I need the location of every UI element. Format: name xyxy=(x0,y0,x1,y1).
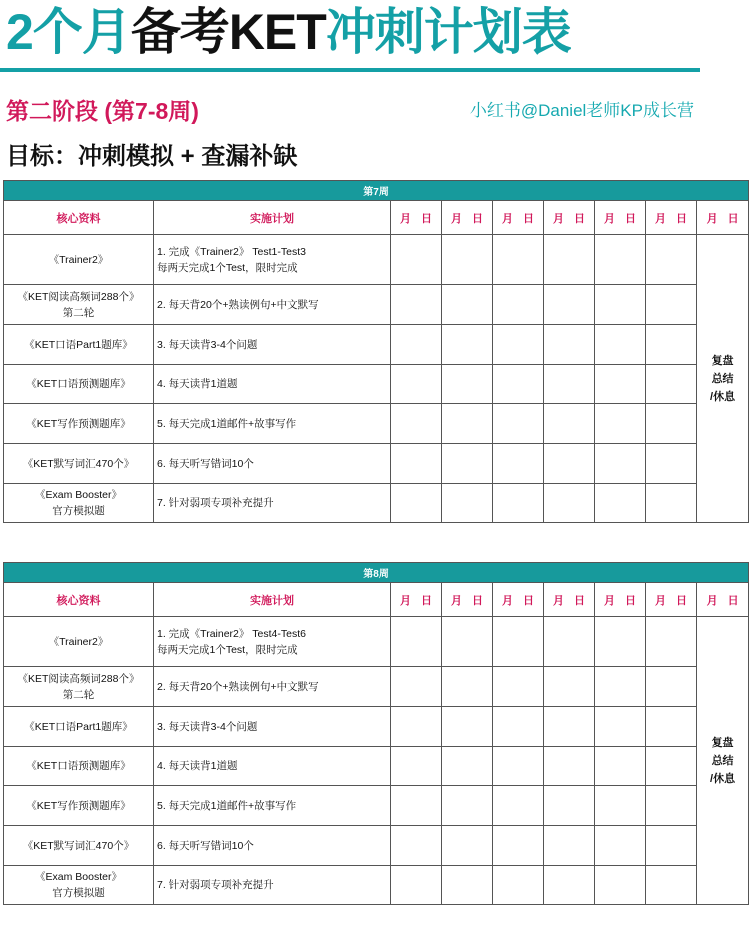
date-check-cell[interactable] xyxy=(391,786,442,826)
day-label: 日 xyxy=(625,212,636,225)
table-row xyxy=(4,826,749,866)
date-check-cell[interactable] xyxy=(646,365,697,404)
date-check-cell[interactable] xyxy=(391,325,442,365)
table-row xyxy=(4,404,749,444)
material-cell xyxy=(4,444,154,484)
plan-cell xyxy=(154,404,391,444)
plan-cell xyxy=(154,866,391,905)
date-check-cell[interactable] xyxy=(544,826,595,866)
material-line: 《Exam Booster》 xyxy=(35,871,122,883)
date-check-cell[interactable] xyxy=(646,667,697,707)
day-label: 日 xyxy=(574,594,585,607)
date-check-cell[interactable] xyxy=(646,484,697,523)
date-check-cell[interactable] xyxy=(391,866,442,905)
date-check-cell[interactable] xyxy=(646,786,697,826)
date-check-cell[interactable] xyxy=(442,786,493,826)
material-line: 官方模拟题 xyxy=(52,505,105,517)
date-check-cell[interactable] xyxy=(544,866,595,905)
column-header-date xyxy=(646,201,697,235)
plan-line: 7. 针对弱项专项补充提升 xyxy=(157,497,274,509)
date-check-cell[interactable] xyxy=(544,444,595,484)
title-part-prep: 备考 xyxy=(130,4,229,60)
date-check-cell[interactable] xyxy=(391,365,442,404)
material-cell xyxy=(4,747,154,786)
date-check-cell[interactable] xyxy=(595,786,646,826)
date-check-cell[interactable] xyxy=(391,826,442,866)
material-line: 《KET写作预测题库》 xyxy=(26,417,131,430)
table-row xyxy=(4,235,749,285)
plan-cell xyxy=(154,444,391,484)
date-check-cell[interactable] xyxy=(646,617,697,667)
title-part-plan: 冲刺计划表 xyxy=(325,4,571,60)
date-check-cell[interactable] xyxy=(391,707,442,747)
month-label: 月 xyxy=(604,212,615,225)
material-cell xyxy=(4,235,154,285)
column-header-date xyxy=(493,583,544,617)
date-check-cell[interactable] xyxy=(595,404,646,444)
plan-cell xyxy=(154,747,391,786)
plan-cell xyxy=(154,285,391,325)
date-check-cell[interactable] xyxy=(544,404,595,444)
date-check-cell[interactable] xyxy=(646,404,697,444)
week-label: 第8周 xyxy=(4,563,749,583)
date-check-cell[interactable] xyxy=(391,404,442,444)
table-row xyxy=(4,707,749,747)
material-cell xyxy=(4,667,154,707)
plan-cell xyxy=(154,325,391,365)
date-check-cell[interactable] xyxy=(595,444,646,484)
plan-cell xyxy=(154,786,391,826)
day-label: 日 xyxy=(625,594,636,607)
plan-cell xyxy=(154,484,391,523)
week-8-table xyxy=(3,562,749,905)
month-label: 月 xyxy=(706,594,718,607)
material-line: 《KET口语Part1题库》 xyxy=(24,338,133,351)
date-check-cell[interactable] xyxy=(442,484,493,523)
material-line: 《KET默写词汇470个》 xyxy=(22,839,135,852)
date-check-cell[interactable] xyxy=(544,325,595,365)
date-check-cell[interactable] xyxy=(595,826,646,866)
day-label: 日 xyxy=(421,212,432,225)
day-label: 日 xyxy=(676,594,687,607)
review-line: 复盘 xyxy=(711,736,734,749)
date-check-cell[interactable] xyxy=(493,747,544,786)
month-label: 月 xyxy=(553,594,564,607)
day-label: 日 xyxy=(523,212,534,225)
date-check-cell[interactable] xyxy=(595,667,646,707)
material-cell xyxy=(4,484,154,523)
material-line: 《KET口语预测题库》 xyxy=(26,760,131,772)
material-line: 《KET阅读高频词288个》 xyxy=(17,290,140,303)
plan-cell xyxy=(154,707,391,747)
week-7-table xyxy=(3,180,749,523)
column-header-date xyxy=(493,201,544,235)
table-row xyxy=(4,866,749,905)
date-check-cell[interactable] xyxy=(442,667,493,707)
date-check-cell[interactable] xyxy=(595,365,646,404)
date-check-cell[interactable] xyxy=(544,365,595,404)
day-label: 日 xyxy=(727,594,739,607)
date-check-cell[interactable] xyxy=(493,325,544,365)
table-row xyxy=(4,285,749,325)
date-check-cell[interactable] xyxy=(391,285,442,325)
column-header-material: 核心资料 xyxy=(4,583,154,617)
month-label: 月 xyxy=(655,594,666,607)
date-check-cell[interactable] xyxy=(544,235,595,285)
column-header-date xyxy=(697,201,749,235)
month-label: 月 xyxy=(451,212,462,225)
date-check-cell[interactable] xyxy=(646,444,697,484)
plan-cell xyxy=(154,235,391,285)
review-line: 总结 xyxy=(711,372,734,385)
plan-line: 5. 每天完成1道邮件+故事写作 xyxy=(157,417,297,430)
table-row xyxy=(4,325,749,365)
plan-cell xyxy=(154,667,391,707)
date-check-cell[interactable] xyxy=(493,484,544,523)
review-line: 复盘 xyxy=(711,354,734,367)
date-check-cell[interactable] xyxy=(391,484,442,523)
page-title xyxy=(6,2,571,62)
month-label: 月 xyxy=(604,594,615,607)
date-check-cell[interactable] xyxy=(544,484,595,523)
date-check-cell[interactable] xyxy=(442,826,493,866)
month-label: 月 xyxy=(451,594,462,607)
table-row xyxy=(4,617,749,667)
stage-label: 第二阶段 (第7-8周) xyxy=(6,98,199,124)
date-check-cell[interactable] xyxy=(391,444,442,484)
title-part-duration: 2个月 xyxy=(6,4,131,60)
material-cell xyxy=(4,786,154,826)
month-label: 月 xyxy=(553,212,564,225)
column-header-date xyxy=(646,583,697,617)
date-check-cell[interactable] xyxy=(442,707,493,747)
date-check-cell[interactable] xyxy=(493,404,544,444)
date-check-cell[interactable] xyxy=(442,285,493,325)
date-check-cell[interactable] xyxy=(442,404,493,444)
date-check-cell[interactable] xyxy=(391,617,442,667)
date-check-cell[interactable] xyxy=(493,285,544,325)
material-cell xyxy=(4,617,154,667)
date-check-cell[interactable] xyxy=(442,747,493,786)
material-line: 《KET口语Part1题库》 xyxy=(24,720,133,733)
column-header-material: 核心资料 xyxy=(4,201,154,235)
date-check-cell[interactable] xyxy=(391,667,442,707)
watermark: 小红书@Daniel老师KP成长营 xyxy=(469,101,694,120)
plan-line: 5. 每天完成1道邮件+故事写作 xyxy=(157,799,297,812)
goal-text: 目标：冲刺模拟 + 查漏补缺 xyxy=(6,143,298,170)
plan-line: 1. 完成《Trainer2》 Test1-Test3 xyxy=(157,245,306,258)
date-check-cell[interactable] xyxy=(595,617,646,667)
day-label: 日 xyxy=(472,594,483,607)
column-header-date xyxy=(595,201,646,235)
material-line: 官方模拟题 xyxy=(52,887,105,899)
material-cell xyxy=(4,285,154,325)
week-label: 第7周 xyxy=(4,181,749,201)
date-check-cell[interactable] xyxy=(595,747,646,786)
column-header-date xyxy=(697,583,749,617)
plan-line: 3. 每天读背3-4个问题 xyxy=(157,338,258,351)
date-check-cell[interactable] xyxy=(646,826,697,866)
date-check-cell[interactable] xyxy=(493,235,544,285)
date-check-cell[interactable] xyxy=(493,786,544,826)
date-check-cell[interactable] xyxy=(595,866,646,905)
column-header-date xyxy=(595,583,646,617)
date-check-cell[interactable] xyxy=(391,747,442,786)
table-row xyxy=(4,786,749,826)
month-label: 月 xyxy=(400,212,411,225)
review-line: 总结 xyxy=(711,754,734,767)
plan-cell xyxy=(154,365,391,404)
material-cell xyxy=(4,365,154,404)
date-check-cell[interactable] xyxy=(493,707,544,747)
review-line: /休息 xyxy=(710,772,736,785)
date-check-cell[interactable] xyxy=(544,786,595,826)
column-header-date xyxy=(442,201,493,235)
table-row xyxy=(4,444,749,484)
table-row xyxy=(4,484,749,523)
material-line: 《KET默写词汇470个》 xyxy=(22,457,135,470)
plan-line: 每两天完成1个Test，限时完成 xyxy=(157,643,298,656)
day-label: 日 xyxy=(472,212,483,225)
date-check-cell[interactable] xyxy=(493,826,544,866)
column-header-plan: 实施计划 xyxy=(154,201,391,235)
plan-line: 2. 每天背20个+熟读例句+中文默写 xyxy=(157,680,319,693)
date-check-cell[interactable] xyxy=(646,285,697,325)
table-row xyxy=(4,365,749,404)
material-line: 《Trainer2》 xyxy=(48,635,109,648)
day-label: 日 xyxy=(676,212,687,225)
date-check-cell[interactable] xyxy=(544,285,595,325)
column-header-date xyxy=(391,583,442,617)
date-check-cell[interactable] xyxy=(595,707,646,747)
date-check-cell[interactable] xyxy=(493,365,544,404)
material-cell xyxy=(4,826,154,866)
date-check-cell[interactable] xyxy=(595,484,646,523)
title-divider xyxy=(0,68,700,72)
column-header-date xyxy=(391,201,442,235)
column-header-date xyxy=(544,583,595,617)
column-header-date xyxy=(442,583,493,617)
date-check-cell[interactable] xyxy=(442,235,493,285)
column-header-plan: 实施计划 xyxy=(154,583,391,617)
date-check-cell[interactable] xyxy=(544,747,595,786)
date-check-cell[interactable] xyxy=(646,235,697,285)
date-check-cell[interactable] xyxy=(646,325,697,365)
plan-line: 3. 每天读背3-4个问题 xyxy=(157,720,258,733)
material-line: 第二轮 xyxy=(62,306,95,319)
date-check-cell[interactable] xyxy=(493,866,544,905)
date-check-cell[interactable] xyxy=(544,667,595,707)
material-line: 《Trainer2》 xyxy=(48,253,109,266)
date-check-cell[interactable] xyxy=(493,444,544,484)
review-cell xyxy=(697,235,749,523)
plan-line: 1. 完成《Trainer2》 Test4-Test6 xyxy=(157,627,306,640)
date-check-cell[interactable] xyxy=(544,707,595,747)
month-label: 月 xyxy=(400,594,411,607)
plan-line: 每两天完成1个Test，限时完成 xyxy=(157,261,298,274)
plan-line: 4. 每天读背1道题 xyxy=(157,378,238,390)
material-line: 《KET写作预测题库》 xyxy=(26,799,131,812)
plan-line: 4. 每天读背1道题 xyxy=(157,760,238,772)
date-check-cell[interactable] xyxy=(595,285,646,325)
date-check-cell[interactable] xyxy=(442,444,493,484)
day-label: 日 xyxy=(574,212,585,225)
material-cell xyxy=(4,325,154,365)
table-row xyxy=(4,747,749,786)
date-check-cell[interactable] xyxy=(595,325,646,365)
day-label: 日 xyxy=(421,594,432,607)
month-label: 月 xyxy=(655,212,666,225)
date-check-cell[interactable] xyxy=(595,235,646,285)
plan-line: 2. 每天背20个+熟读例句+中文默写 xyxy=(157,298,319,311)
date-check-cell[interactable] xyxy=(391,235,442,285)
date-check-cell[interactable] xyxy=(646,747,697,786)
day-label: 日 xyxy=(523,594,534,607)
day-label: 日 xyxy=(727,212,739,225)
month-label: 月 xyxy=(502,212,513,225)
date-check-cell[interactable] xyxy=(442,365,493,404)
date-check-cell[interactable] xyxy=(442,617,493,667)
date-check-cell[interactable] xyxy=(493,667,544,707)
date-check-cell[interactable] xyxy=(442,325,493,365)
plan-line: 6. 每天听写错词10个 xyxy=(157,839,254,852)
column-header-date xyxy=(544,201,595,235)
material-cell xyxy=(4,707,154,747)
material-cell xyxy=(4,866,154,905)
plan-cell xyxy=(154,826,391,866)
table-row xyxy=(4,667,749,707)
plan-line: 6. 每天听写错词10个 xyxy=(157,457,254,470)
material-line: 《KET口语预测题库》 xyxy=(26,378,131,390)
title-part-exam: KET xyxy=(228,4,326,60)
month-label: 月 xyxy=(502,594,513,607)
material-line: 《KET阅读高频词288个》 xyxy=(17,672,140,685)
material-line: 《Exam Booster》 xyxy=(35,489,122,501)
date-check-cell[interactable] xyxy=(646,866,697,905)
date-check-cell[interactable] xyxy=(442,866,493,905)
material-cell xyxy=(4,404,154,444)
review-line: /休息 xyxy=(710,390,736,403)
review-cell xyxy=(697,617,749,905)
date-check-cell[interactable] xyxy=(544,617,595,667)
plan-cell xyxy=(154,617,391,667)
plan-line: 7. 针对弱项专项补充提升 xyxy=(157,879,274,891)
date-check-cell[interactable] xyxy=(646,707,697,747)
month-label: 月 xyxy=(706,212,718,225)
material-line: 第二轮 xyxy=(62,688,95,701)
date-check-cell[interactable] xyxy=(493,617,544,667)
